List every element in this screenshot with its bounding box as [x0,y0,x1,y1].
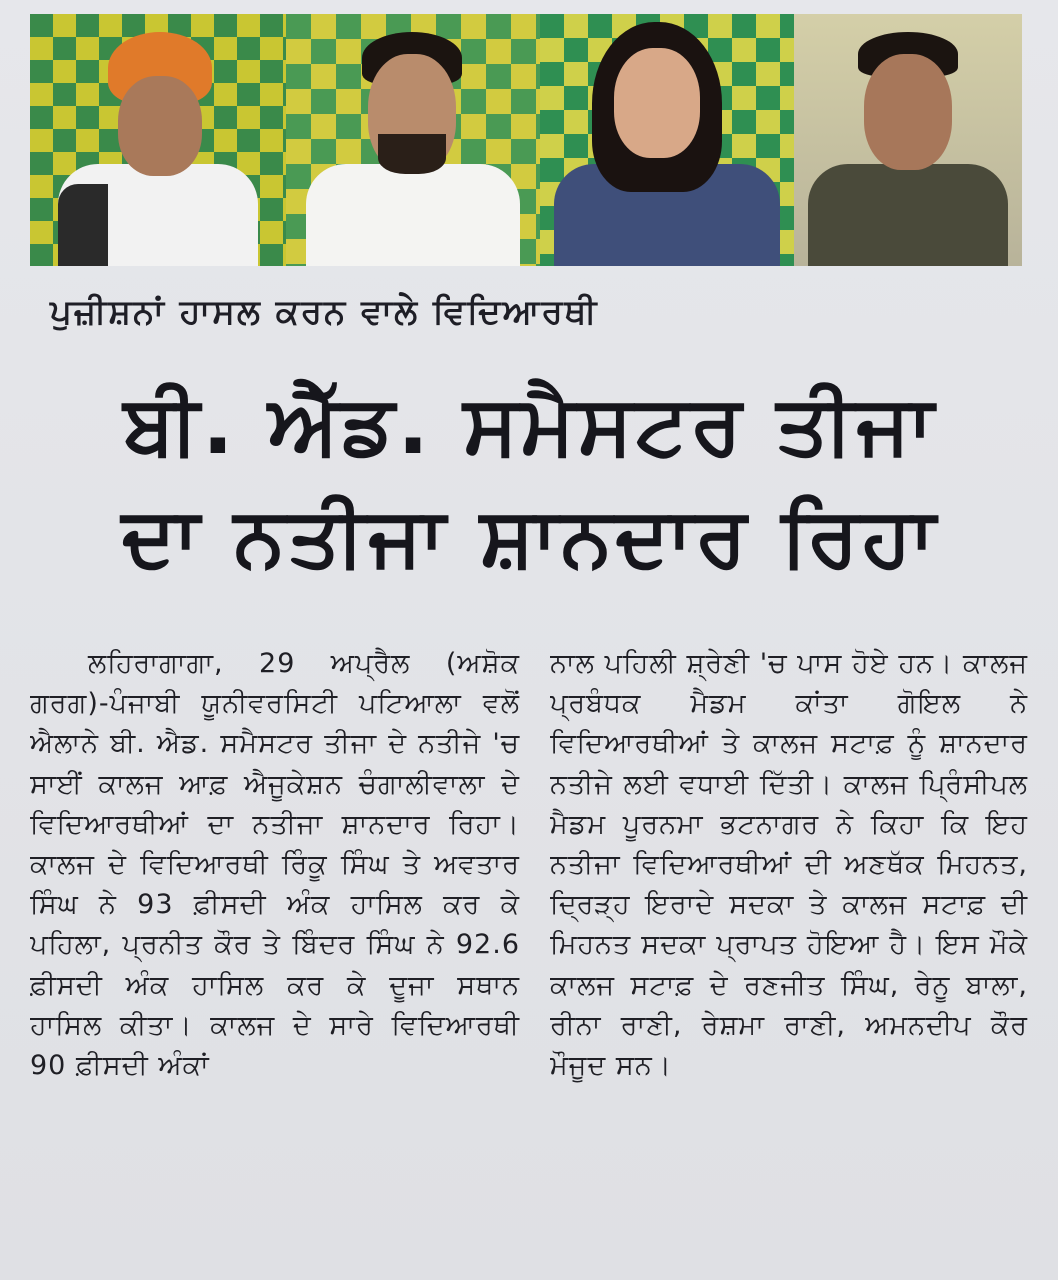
student-photo-1 [30,14,286,266]
article-column-left: ਲਹਿਰਾਗਾਗਾ, 29 ਅਪ੍ਰੈਲ (ਅਸ਼ੋਕ ਗਰਗ)-ਪੰਜਾਬੀ ਯੂਨੀਵਰਸਿਟੀ ਪਟਿਆਲਾ ਵਲੋਂ ਐਲਾਨੇ ਬੀ. ਐਡ. ਸਮੈਸਟਰ ਤੀਜਾ ਦੇ ਨਤੀਜੇ 'ਚ ਸਾਈਂ ਕਾਲਜ ਆਫ਼ ਐਜੂਕੇਸ਼ਨ ਚੰਗਾਲੀਵਾਲਾ ਦੇ ਵਿਦਿਆਰਥੀਆਂ ਦਾ ਨਤੀਜਾ ਸ਼ਾਨਦਾਰ ਰਿਹਾ। ਕਾਲਜ ਦੇ ਵਿਦਿਆਰਥੀ ਰਿੰਕੂ ਸਿੰਘ ਤੇ ਅਵਤਾਰ ਸਿੰਘ ਨੇ 93 ਫ਼ੀਸਦੀ ਅੰਕ ਹਾਸਿਲ ਕਰ ਕੇ ਪਹਿਲਾ, ਪ੍ਰਨੀਤ ਕੌਰ ਤੇ ਬਿੰਦਰ ਸਿੰਘ ਨੇ 92.6 ਫ਼ੀਸਦੀ ਅੰਕ ਹਾਸਿਲ ਕਰ ਕੇ ਦੂਜਾ ਸਥਾਨ ਹਾਸਿਲ ਕੀਤਾ। ਕਾਲਜ ਦੇ ਸਾਰੇ ਵਿਦਿਆਰਥੀ 90 ਫ਼ੀਸਦੀ ਅੰਕਾਂ [30,648,520,1082]
headline-line-2: ਦਾ ਨਤੀਜਾ ਸ਼ਾਨਦਾਰ ਰਿਹਾ [121,490,939,585]
article-body [30,644,1028,1264]
headline-line-1: ਬੀ. ਐੱਡ. ਸਮੈਸਟਰ ਤੀਜਾ [123,378,937,473]
student-photos [30,14,1022,266]
headline [40,370,1020,594]
student-photo-2 [286,14,540,266]
photo-caption: ਪੁਜ਼ੀਸ਼ਨਾਂ ਹਾਸਲ ਕਰਨ ਵਾਲੇ ਵਿਦਿਆਰਥੀ [50,292,599,332]
student-photo-3 [540,14,794,266]
article-column-right: ਨਾਲ ਪਹਿਲੀ ਸ਼੍ਰੇਣੀ 'ਚ ਪਾਸ ਹੋਏ ਹਨ। ਕਾਲਜ ਪ੍ਰਬੰਧਕ ਮੈਡਮ ਕਾਂਤਾ ਗੋਇਲ ਨੇ ਵਿਦਿਆਰਥੀਆਂ ਤੇ ਕਾਲਜ ਸਟਾਫ਼ ਨੂੰ ਸ਼ਾਨਦਾਰ ਨਤੀਜੇ ਲਈ ਵਧਾਈ ਦਿੱਤੀ। ਕਾਲਜ ਪ੍ਰਿੰਸੀਪਲ ਮੈਡਮ ਪੂਰਨਮਾ ਭਟਨਾਗਰ ਨੇ ਕਿਹਾ ਕਿ ਇਹ ਨਤੀਜਾ ਵਿਦਿਆਰਥੀਆਂ ਦੀ ਅਣਥੱਕ ਮਿਹਨਤ, ਦ੍ਰਿੜ੍ਹ ਇਰਾਦੇ ਸਦਕਾ ਤੇ ਕਾਲਜ ਸਟਾਫ਼ ਦੀ ਮਿਹਨਤ ਸਦਕਾ ਪ੍ਰਾਪਤ ਹੋਇਆ ਹੈ। ਇਸ ਮੌਕੇ ਕਾਲਜ ਸਟਾਫ਼ ਦੇ ਰਣਜੀਤ ਸਿੰਘ, ਰੇਨੂ ਬਾਲਾ, ਰੀਨਾ ਰਾਣੀ, ਰੇਸ਼ਮਾ ਰਾਣੀ, ਅਮਨਦੀਪ ਕੌਰ ਮੌਜੂਦ ਸਨ। [550,648,1028,1082]
student-photo-4 [794,14,1022,266]
